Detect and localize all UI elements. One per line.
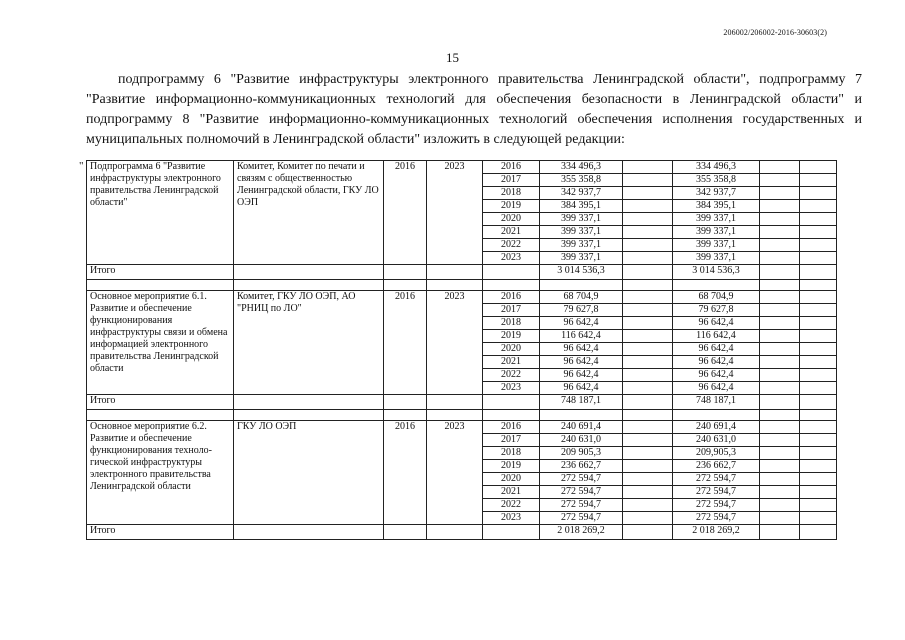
row-regional: 272 594,7 bbox=[673, 512, 760, 525]
row-empty bbox=[800, 161, 837, 174]
empty bbox=[800, 395, 837, 410]
empty bbox=[483, 410, 540, 421]
row-year: 2016 bbox=[483, 421, 540, 434]
row-year: 2022 bbox=[483, 499, 540, 512]
empty bbox=[623, 395, 673, 410]
row-empty bbox=[800, 187, 837, 200]
row-year: 2022 bbox=[483, 239, 540, 252]
spacer-row bbox=[87, 410, 837, 421]
row-empty bbox=[623, 174, 673, 187]
total-label: Итого bbox=[87, 525, 234, 540]
row-empty bbox=[800, 499, 837, 512]
section-start-year: 2016 bbox=[384, 291, 427, 395]
empty bbox=[483, 395, 540, 410]
empty bbox=[427, 265, 483, 280]
row-empty bbox=[623, 473, 673, 486]
row-empty bbox=[800, 213, 837, 226]
row-year: 2021 bbox=[483, 356, 540, 369]
row-regional: 116 642,4 bbox=[673, 330, 760, 343]
empty bbox=[87, 410, 234, 421]
section-name: Основное мероприятие 6.1. Развитие и обеспечение функционирования инфраструктуры связи и обмена информацией электронного правительства Ленинградской области bbox=[87, 291, 234, 395]
empty bbox=[623, 280, 673, 291]
section-executor: ГКУ ЛО ОЭП bbox=[234, 421, 384, 525]
section-start-year: 2016 bbox=[384, 421, 427, 525]
row-empty bbox=[623, 187, 673, 200]
document-id: 206002/206002-2016-30603(2) bbox=[723, 28, 827, 37]
row-regional: 236 662,7 bbox=[673, 460, 760, 473]
row-empty bbox=[800, 473, 837, 486]
row-empty bbox=[760, 291, 800, 304]
row-regional: 96 642,4 bbox=[673, 343, 760, 356]
row-regional: 399 337,1 bbox=[673, 226, 760, 239]
row-regional: 355 358,8 bbox=[673, 174, 760, 187]
row-total: 240 631,0 bbox=[540, 434, 623, 447]
row-empty bbox=[800, 382, 837, 395]
total-label: Итого bbox=[87, 395, 234, 410]
row-empty bbox=[800, 226, 837, 239]
total-row bbox=[87, 395, 837, 410]
row-empty bbox=[623, 447, 673, 460]
empty bbox=[384, 280, 427, 291]
row-year: 2017 bbox=[483, 434, 540, 447]
empty bbox=[760, 265, 800, 280]
empty bbox=[673, 280, 760, 291]
funding-table-body bbox=[87, 161, 837, 540]
row-empty bbox=[800, 434, 837, 447]
section-name: Основное мероприятие 6.2. Развитие и обеспечение функционирования техноло-гической инфраструктуры электронного правительства Ленинградской области bbox=[87, 421, 234, 525]
row-regional: 342 937,7 bbox=[673, 187, 760, 200]
empty bbox=[483, 525, 540, 540]
page-number: 15 bbox=[446, 50, 459, 65]
row-empty bbox=[623, 239, 673, 252]
row-year: 2021 bbox=[483, 226, 540, 239]
row-empty bbox=[760, 213, 800, 226]
empty bbox=[384, 265, 427, 280]
row-year: 2019 bbox=[483, 330, 540, 343]
row-total: 399 337,1 bbox=[540, 239, 623, 252]
empty bbox=[800, 525, 837, 540]
row-year: 2023 bbox=[483, 382, 540, 395]
row-regional: 272 594,7 bbox=[673, 473, 760, 486]
row-empty bbox=[800, 486, 837, 499]
row-empty bbox=[760, 499, 800, 512]
row-total: 116 642,4 bbox=[540, 330, 623, 343]
row-empty bbox=[800, 200, 837, 213]
row-year: 2020 bbox=[483, 473, 540, 486]
row-year: 2021 bbox=[483, 486, 540, 499]
row-empty bbox=[760, 356, 800, 369]
section-end-year: 2023 bbox=[427, 291, 483, 395]
row-empty bbox=[623, 317, 673, 330]
empty bbox=[800, 265, 837, 280]
total-regional: 748 187,1 bbox=[673, 395, 760, 410]
empty bbox=[234, 265, 384, 280]
row-regional: 68 704,9 bbox=[673, 291, 760, 304]
funding-table bbox=[86, 160, 837, 540]
empty bbox=[760, 410, 800, 421]
empty bbox=[234, 525, 384, 540]
row-empty bbox=[760, 252, 800, 265]
empty bbox=[234, 280, 384, 291]
section-executor: Комитет, Комитет по печати и связям с общественностью Ленинградской области, ГКУ ЛО ОЭП bbox=[234, 161, 384, 265]
row-empty bbox=[623, 421, 673, 434]
empty bbox=[623, 265, 673, 280]
total-sum: 2 018 269,2 bbox=[540, 525, 623, 540]
empty bbox=[760, 395, 800, 410]
row-regional: 240 691,4 bbox=[673, 421, 760, 434]
row-empty bbox=[800, 447, 837, 460]
row-total: 79 627,8 bbox=[540, 304, 623, 317]
row-empty bbox=[623, 226, 673, 239]
row-regional: 96 642,4 bbox=[673, 356, 760, 369]
row-year: 2020 bbox=[483, 343, 540, 356]
row-total: 68 704,9 bbox=[540, 291, 623, 304]
row-empty bbox=[760, 226, 800, 239]
row-empty bbox=[760, 239, 800, 252]
intro-paragraph bbox=[86, 70, 862, 150]
row-regional: 399 337,1 bbox=[673, 213, 760, 226]
row-year: 2019 bbox=[483, 460, 540, 473]
section-start-year: 2016 bbox=[384, 161, 427, 265]
row-empty bbox=[623, 369, 673, 382]
row-total: 334 496,3 bbox=[540, 161, 623, 174]
row-regional: 96 642,4 bbox=[673, 317, 760, 330]
empty bbox=[384, 395, 427, 410]
row-empty bbox=[760, 161, 800, 174]
row-year: 2017 bbox=[483, 304, 540, 317]
row-year: 2023 bbox=[483, 512, 540, 525]
row-empty bbox=[623, 213, 673, 226]
row-total: 96 642,4 bbox=[540, 382, 623, 395]
table-row bbox=[87, 291, 837, 304]
row-empty bbox=[800, 174, 837, 187]
section-name: Подпрограмма 6 "Развитие инфраструктуры электронного правительства Ленинградской области" bbox=[87, 161, 234, 265]
row-empty bbox=[760, 187, 800, 200]
empty bbox=[427, 525, 483, 540]
row-empty bbox=[623, 343, 673, 356]
row-total: 399 337,1 bbox=[540, 226, 623, 239]
row-empty bbox=[800, 460, 837, 473]
row-total: 272 594,7 bbox=[540, 499, 623, 512]
opening-quote: " bbox=[79, 160, 84, 172]
row-year: 2018 bbox=[483, 447, 540, 460]
row-empty bbox=[760, 304, 800, 317]
row-empty bbox=[623, 330, 673, 343]
row-total: 96 642,4 bbox=[540, 369, 623, 382]
row-empty bbox=[800, 252, 837, 265]
row-empty bbox=[800, 343, 837, 356]
row-regional: 399 337,1 bbox=[673, 239, 760, 252]
empty bbox=[384, 525, 427, 540]
row-empty bbox=[800, 330, 837, 343]
row-empty bbox=[760, 512, 800, 525]
row-empty bbox=[800, 512, 837, 525]
row-regional: 272 594,7 bbox=[673, 486, 760, 499]
empty bbox=[427, 395, 483, 410]
row-regional: 96 642,4 bbox=[673, 369, 760, 382]
row-total: 342 937,7 bbox=[540, 187, 623, 200]
empty bbox=[760, 525, 800, 540]
row-total: 355 358,8 bbox=[540, 174, 623, 187]
row-regional: 209,905,3 bbox=[673, 447, 760, 460]
row-empty bbox=[623, 356, 673, 369]
row-regional: 240 631,0 bbox=[673, 434, 760, 447]
total-row bbox=[87, 265, 837, 280]
row-empty bbox=[760, 421, 800, 434]
row-empty bbox=[623, 200, 673, 213]
row-empty bbox=[800, 239, 837, 252]
row-empty bbox=[623, 304, 673, 317]
section-end-year: 2023 bbox=[427, 161, 483, 265]
empty bbox=[623, 410, 673, 421]
row-empty bbox=[760, 174, 800, 187]
empty bbox=[673, 410, 760, 421]
empty bbox=[427, 410, 483, 421]
row-year: 2016 bbox=[483, 161, 540, 174]
row-year: 2017 bbox=[483, 174, 540, 187]
table-row bbox=[87, 421, 837, 434]
row-total: 240 691,4 bbox=[540, 421, 623, 434]
total-sum: 3 014 536,3 bbox=[540, 265, 623, 280]
empty bbox=[540, 280, 623, 291]
row-empty bbox=[623, 486, 673, 499]
row-regional: 334 496,3 bbox=[673, 161, 760, 174]
row-empty bbox=[760, 486, 800, 499]
row-empty bbox=[760, 343, 800, 356]
row-empty bbox=[760, 460, 800, 473]
row-year: 2023 bbox=[483, 252, 540, 265]
row-empty bbox=[623, 512, 673, 525]
row-empty bbox=[623, 161, 673, 174]
empty bbox=[427, 280, 483, 291]
total-regional: 2 018 269,2 bbox=[673, 525, 760, 540]
empty bbox=[384, 410, 427, 421]
row-regional: 79 627,8 bbox=[673, 304, 760, 317]
row-empty bbox=[760, 330, 800, 343]
empty bbox=[540, 410, 623, 421]
total-label: Итого bbox=[87, 265, 234, 280]
row-empty bbox=[623, 382, 673, 395]
row-total: 399 337,1 bbox=[540, 213, 623, 226]
row-year: 2018 bbox=[483, 187, 540, 200]
row-regional: 96 642,4 bbox=[673, 382, 760, 395]
total-sum: 748 187,1 bbox=[540, 395, 623, 410]
row-total: 272 594,7 bbox=[540, 486, 623, 499]
row-empty bbox=[760, 473, 800, 486]
row-year: 2020 bbox=[483, 213, 540, 226]
row-year: 2018 bbox=[483, 317, 540, 330]
row-total: 384 395,1 bbox=[540, 200, 623, 213]
row-regional: 399 337,1 bbox=[673, 252, 760, 265]
row-empty bbox=[623, 499, 673, 512]
row-total: 96 642,4 bbox=[540, 356, 623, 369]
row-year: 2019 bbox=[483, 200, 540, 213]
empty bbox=[800, 280, 837, 291]
row-total: 209 905,3 bbox=[540, 447, 623, 460]
row-empty bbox=[760, 200, 800, 213]
empty bbox=[483, 265, 540, 280]
row-empty bbox=[800, 291, 837, 304]
spacer-row bbox=[87, 280, 837, 291]
total-regional: 3 014 536,3 bbox=[673, 265, 760, 280]
row-year: 2016 bbox=[483, 291, 540, 304]
row-regional: 272 594,7 bbox=[673, 499, 760, 512]
row-empty bbox=[760, 447, 800, 460]
empty bbox=[760, 280, 800, 291]
row-empty bbox=[800, 317, 837, 330]
row-regional: 384 395,1 bbox=[673, 200, 760, 213]
intro-text: подпрограмму 6 "Развитие инфраструктуры электронного правительства Ленинградской области", подпрограмму 7 "Развитие информационно-коммуникационных технологий для обеспечения безопасности в Ленинградской области" и подпрограмму 8 "Развитие информационно-коммуникационных технологий обеспечения исполнения государственных и муниципальных полномочий в Ленинградской области" изложить в следующей редакции: bbox=[86, 72, 862, 147]
row-empty bbox=[623, 291, 673, 304]
row-total: 272 594,7 bbox=[540, 473, 623, 486]
row-empty bbox=[760, 382, 800, 395]
row-empty bbox=[623, 434, 673, 447]
empty bbox=[234, 395, 384, 410]
row-empty bbox=[623, 460, 673, 473]
row-empty bbox=[760, 369, 800, 382]
row-empty bbox=[800, 369, 837, 382]
empty bbox=[800, 410, 837, 421]
empty bbox=[623, 525, 673, 540]
row-empty bbox=[623, 252, 673, 265]
row-total: 96 642,4 bbox=[540, 317, 623, 330]
empty bbox=[483, 280, 540, 291]
row-total: 272 594,7 bbox=[540, 512, 623, 525]
section-executor: Комитет, ГКУ ЛО ОЭП, АО "РНИЦ по ЛО" bbox=[234, 291, 384, 395]
row-empty bbox=[800, 356, 837, 369]
row-total: 96 642,4 bbox=[540, 343, 623, 356]
empty bbox=[87, 280, 234, 291]
empty bbox=[234, 410, 384, 421]
row-total: 236 662,7 bbox=[540, 460, 623, 473]
row-total: 399 337,1 bbox=[540, 252, 623, 265]
row-empty bbox=[760, 317, 800, 330]
section-end-year: 2023 bbox=[427, 421, 483, 525]
row-empty bbox=[760, 434, 800, 447]
row-empty bbox=[800, 304, 837, 317]
table-row bbox=[87, 161, 837, 174]
total-row bbox=[87, 525, 837, 540]
row-empty bbox=[800, 421, 837, 434]
row-year: 2022 bbox=[483, 369, 540, 382]
